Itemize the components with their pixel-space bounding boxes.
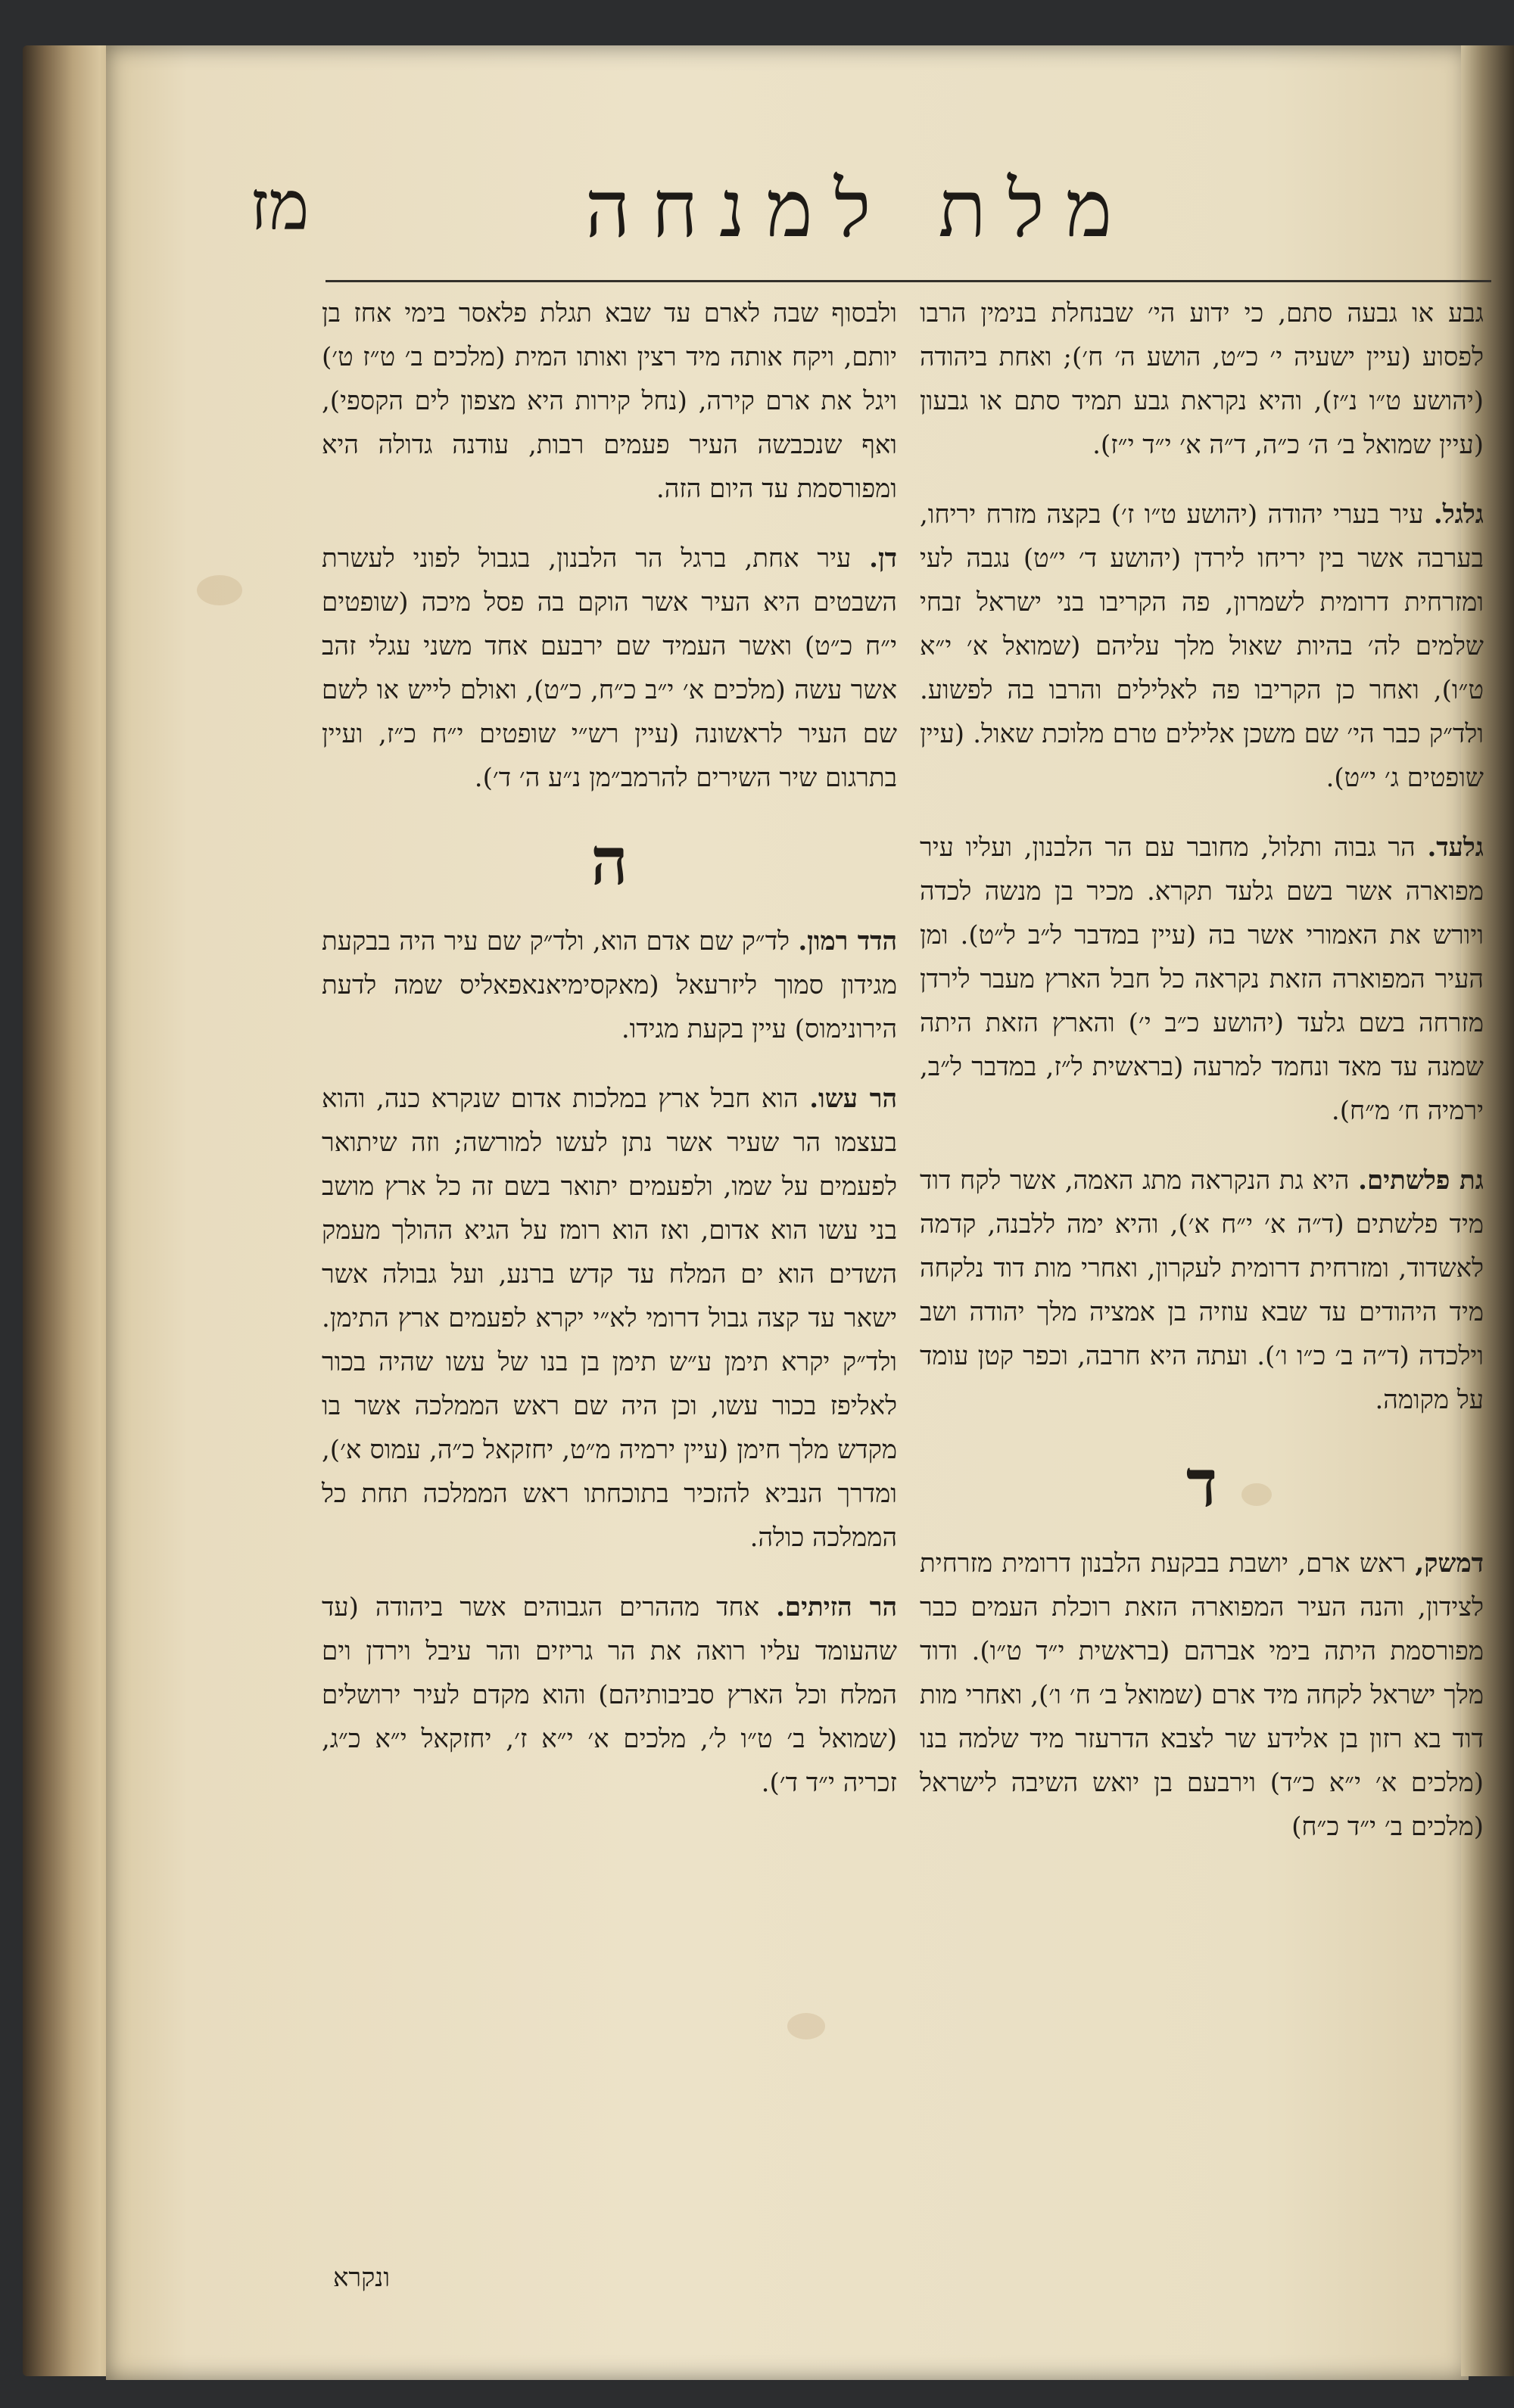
entry-text: הר גבוה ותלול, מחובר עם הר הלבנון, ועליו עיר מפוארה אשר בשם גלעד תקרא. מכיר בן מנשה לכדה ויורש את האמורי אשר בה (עיין במדבר ל״ב ל״ט). ומן העיר המפוארה הזאת נקראה כל חבל הארץ מעבר לירדן מזרחה בשם גלעד (יהושע כ״ב י׳) והארץ הזאת היתה שמנה עד מאד ונחמד למרעה (בראשית ל״ז, במדבר ל״ב, ירמיה ח׳ מ״ח). [920, 832, 1484, 1126]
entry-paragraph [322, 291, 897, 511]
entry-paragraph [920, 493, 1484, 800]
section-letter: ד [1185, 1445, 1218, 1522]
book-fore-edge [23, 45, 114, 2376]
entry-text: הוא חבל ארץ במלכות אדום שנקרא כנה, והוא בעצמו הר שעיר אשר נתן לעשו למורשה; וזה שיתואר לפעמים על שמו, ולפעמים יתואר בשם זה כל ארץ מושב בני עשו הוא אדום, ואז הוא רומז על הגיא ההולך מעמק השדים הוא ים המלח עד קדש ברנע, ועל גבולה אשר ישאר עד קצה גבול דרומי לא״י יקרא לפעמים ארץ התימן. ולד״ק יקרא תימן ע״ש תימן בן בנו של עשו שהיה בכור לאליפז בכור עשו, וכן היה שם ראש הממלכה אשר בו מקדש מלך חימן (עיין ירמיה מ״ט, יחזקאל כ״ה, עמוס א׳), ומדרך הנביא להזכיר בתוכחתו ראש הממלכה תחת כל הממלכה כולה. [322, 1084, 897, 1553]
entry-term: גלעד. [1427, 832, 1484, 863]
entry-text: היא גת הנקראה מתג האמה, אשר לקח דוד מיד פלשתים (ד״ה א׳ י״ח א׳), והיא ימה ללבנה, קדמה לאשדוד, ומזרחית דרומית לעקרון, ואחרי מות דוד נלקחה מיד היהודים עד שבא עוזיה בן אמציה מלך יהודה ושב וילכדה (ד״ה ב׳ כ״ו ו׳). ועתה היא חרבה, וכפר קטן עומד על מקומה. [920, 1165, 1484, 1415]
left-column [322, 291, 897, 1831]
entry-text: גבע או גבעה סתם, כי ידוע הי׳ שבנחלת בנימין הרבו לפסוע (עיין ישעיה י׳ כ״ט, הושע ה׳ ח׳); ואחת ביהודה (יהושע ט״ו נ״ז), והיא נקראת גבע תמיד סתם או גבעון (עיין שמואל ב׳ ה׳ כ״ה, ד״ה א׳ י״ד י״ז). [920, 298, 1484, 460]
entry-paragraph [322, 537, 897, 800]
page-header [250, 163, 1491, 269]
entry-text: עיר בערי יהודה (יהושע ט״ו ז׳) בקצה מזרח יריחו, בערבה אשר בין יריחו לירדן (יהושע ד׳ י״ט) נגבה לעי ומזרחית דרומית לשמרון, פה הקריבו בני ישראל זבחי שלמים לה׳ בהיות שאול מלך עליהם (שמואל א׳ י״א ט״ו), ואחר כן הקריבו פה לאלילים והרבו בה לפשוע. ולד״ק כבר הי׳ שם משכן אלילים טרם מלוכת שאול. (עיין שופטים ג׳ י״ט). [920, 499, 1484, 793]
header-rule [326, 280, 1491, 282]
entry-term: דמשק, [1415, 1548, 1484, 1579]
entry-paragraph [920, 1159, 1484, 1422]
entry-text: לד״ק שם אדם הוא, ולד״ק שם עיר היה בבקעת מגידון סמוך ליזרעאל (מאקסימיאנאפאליס שמה לדעת הירונימוס) עיין בקעת מגידו. [322, 926, 897, 1044]
right-column [920, 291, 1484, 1874]
entry-text: ראש ארם, יושבת בבקעת הלבנון דרומית מזרחית לצידון, והנה העיר המפוארה הזאת רוכלת העמים כבר מפורסמת היתה בימי אברהם (בראשית י״ד ט״ו). ודוד מלך ישראל לקחה מיד ארם (שמואל ב׳ ח׳ ו׳), ואחרי מות דוד בא רזון בן אלידע שר לצבא הדרעזר מיד שלמה בנו (מלכים א׳ י״א כ״ד) וירבעם בן יואש השיבה לישראל (מלכים ב׳ י״ד כ״ח) [920, 1548, 1484, 1842]
entry-paragraph [920, 1542, 1484, 1849]
entry-term: גלגל. [1433, 499, 1484, 530]
entry-paragraph [920, 291, 1484, 467]
entry-term: גת פלשתים. [1358, 1165, 1484, 1196]
entry-term: הר עשו. [809, 1084, 898, 1114]
page-title: מלת למנחה [584, 163, 1134, 255]
entry-text: ולבסוף שבה לארם עד שבא תגלת פלאסר בימי אחז בן יותם, ויקח אותה מיד רצין ואותו המית (מלכים ב׳ ט״ז ט׳) ויגל את ארם קירה, (נחל קירות היא מצפון לים הקספי), ואף שנכבשה העיר פעמים רבות, עודנה גדולה היא ומפורסמת עד היום הזה. [322, 298, 897, 504]
entry-paragraph [322, 919, 897, 1051]
catchword: ונקרא [333, 2263, 391, 2293]
entry-paragraph [920, 826, 1484, 1133]
entry-term: דן. [869, 543, 897, 574]
entry-text: עיר אחת, ברגל הר הלבנון, בגבול לפוני לעשרת השבטים היא העיר אשר הוקם בה פסל מיכה (שופטים י״ח כ״ט) ואשר העמיד שם ירבעם אחד משני עגלי זהב אשר עשה (מלכים א׳ י״ב כ״ח, כ״ט), ואולם לייש או לשם שם העיר לראשונה (עיין רש״י שופטים י״ח כ״ז, ועיין בתרגום שיר השירים להרמב״מן נ״ע ה׳ ד׳). [322, 543, 897, 793]
entry-paragraph [322, 1585, 897, 1805]
entry-term: הר הזיתים. [776, 1592, 898, 1622]
section-letter: ה [590, 823, 628, 900]
page-number: מז [250, 166, 310, 246]
entry-text: אחד מההרים הגבוהים אשר ביהודה (עד שהעומד עליו רואה את הר גריזים והר עיבל וירדן וים המלח וכל הארץ סביבותיהם) והוא מקדם לעיר ירושלים (שמואל ב׳ ט״ו ל׳, מלכים א׳ י״א ז׳, יחזקאל י״א כ״ג, זכריה י״ד ד׳). [322, 1592, 897, 1798]
entry-term: הדד רמון. [798, 926, 897, 957]
entry-paragraph [322, 1077, 897, 1560]
